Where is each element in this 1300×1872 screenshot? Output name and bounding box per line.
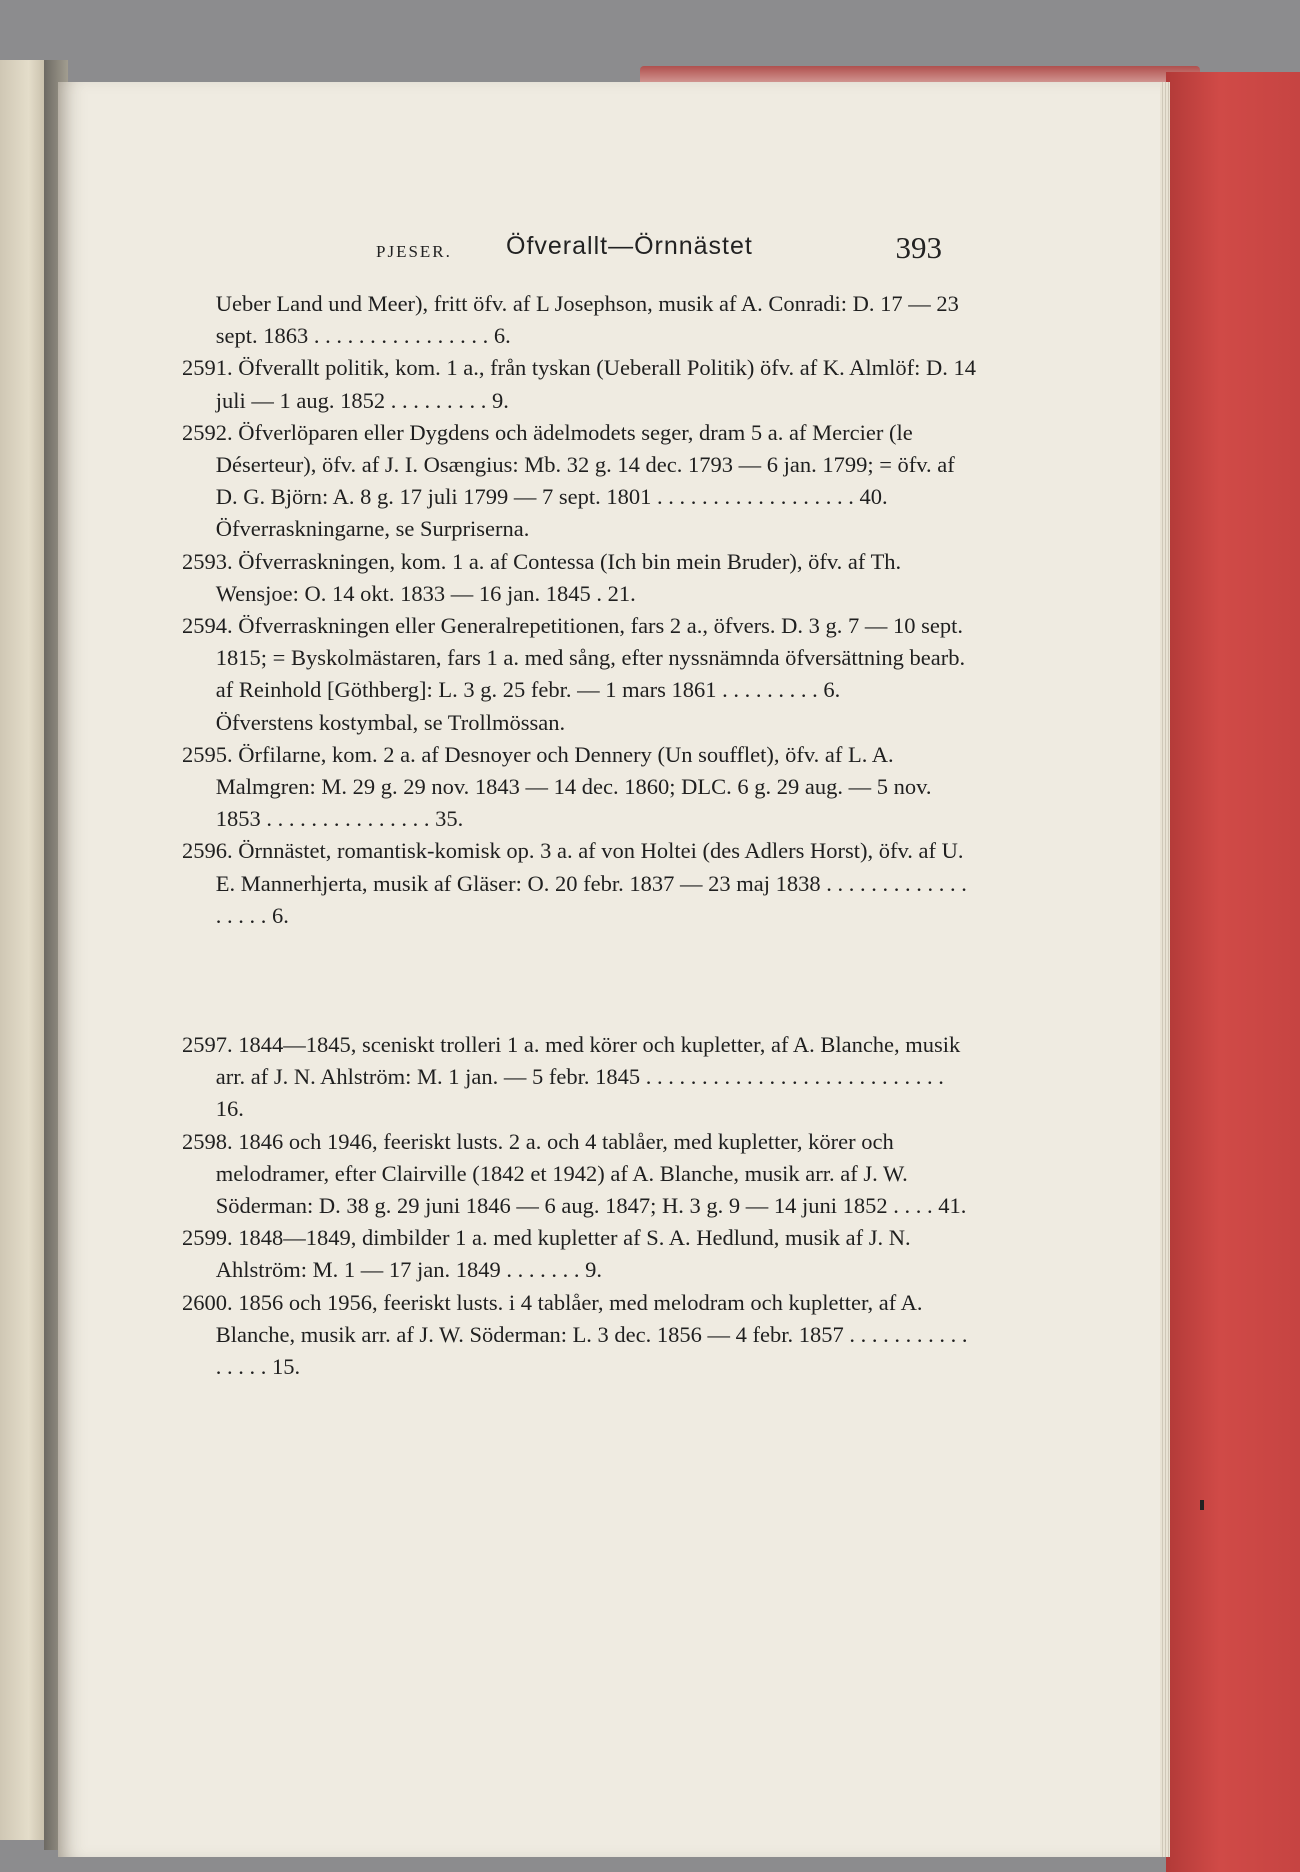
entry-2597: 2597. 1844—1845, sceniskt trolleri 1 a. med körer och kupletter, af A. Blanche, musik arr. af J. N. Ahlström: M. 1 jan. — 5 febr. 1845 . . . . . . . . . . . . . . . . . . . . . . . . . . . 16. (182, 1032, 961, 1122)
entry-2599: 2599. 1848—1849, dimbilder 1 a. med kupletter af S. A. Hedlund, musik af J. N. Ahlström: M. 1 — 17 jan. 1849 . . . . . . . 9. (182, 1225, 911, 1283)
entry-2600: 2600. 1856 och 1956, feeriskt lusts. i 4 tablåer, med melodram och kupletter, af A. Blanche, musik arr. af J. W. Söderman: L. 3 dec. 1856 — 4 febr. 1857 . . . . . . . . . . . . . . . . 15. (182, 1289, 968, 1380)
section-label: PJESER. (376, 242, 452, 261)
entry-2594: 2594. Öfverraskningen eller Generalrepetitionen, fars 2 a., öfvers. D. 3 g. 7 — 10 sept. 1815; = Byskolmästaren, fars 1 a. med sång, efter nyssnämnda öfversättning bearb. af Reinhold [Göthberg]: L. 3 g. 25 febr. — 1 mars 1861 . . . . . . . . . 6. (182, 613, 966, 703)
entry-2596: 2596. Örnnästet, romantisk-komisk op. 3 a. af von Holtei (des Adlers Horst), öfv. af U. E. Mannerhjerta, musik af Gläser: O. 20 febr. 1837 — 23 maj 1838 . . . . . . . . . . . . . . . . . . 6. (182, 838, 967, 928)
entry-2598: 2598. 1846 och 1946, feeriskt lusts. 2 a. och 4 tablåer, med kupletter, körer och melodramer, efter Clairville (1842 et 1942) af A. Blanche, musik arr. af J. W. Söderman: D. 38 g. 29 juni 1846 — 6 aug. 1847; H. 3 g. 9 — 14 juni 1852 . . . . 41. (182, 1128, 967, 1219)
entry-2592: 2592. Öfverlöparen eller Dygdens och ädelmodets seger, dram 5 a. af Mercier (le Déserteur), öfv. af J. I. Osængius: Mb. 32 g. 14 dec. 1793 — 6 jan. 1799; = öfv. af D. G. Björn: A. 8 g. 17 juli 1799 — 7 sept. 1801 . . . . . . . . . . . . . . . . . . 40. (182, 419, 955, 510)
cross-reference: Öfverstens kostymbal, se Trollmössan. (215, 709, 566, 735)
facing-page-text-fragments (2, 320, 46, 356)
section-gap (182, 932, 976, 1029)
page-number: 393 (895, 230, 942, 265)
cover-mark (1200, 1500, 1204, 1510)
book-cover-red (1166, 72, 1300, 1872)
running-header (176, 232, 978, 272)
entry-2593: 2593. Öfverraskningen, kom. 1 a. af Contessa (Ich bin mein Bruder), öfv. af Th. Wensjoe: O. 14 okt. 1833 — 16 jan. 1845 . 21. (182, 548, 902, 606)
cross-reference: Öfverraskningarne, se Surpriserna. (215, 516, 530, 542)
page-title: Öfverallt—Örnnästet (506, 232, 753, 260)
entry-2595: 2595. Örfilarne, kom. 2 a. af Desnoyer och Dennery (Un soufflet), öfv. af L. A. Malmgren: M. 29 g. 29 nov. 1843 — 14 dec. 1860; DLC. 6 g. 29 aug. — 5 nov. 1853 . . . . . . . . . . . . . . . 35. (182, 741, 932, 832)
catalog-text (182, 288, 976, 1383)
entry-2591: 2591. Öfverallt politik, kom. 1 a., från tyskan (Ueberall Politik) öfv. af K. Almlöf: D. 14 juli — 1 aug. 1852 . . . . . . . . . 9. (182, 355, 977, 413)
entry-continuation: Ueber Land und Meer), fritt öfv. af L Josephson, musik af A. Conradi: D. 17 — 23 sept. 1863 . . . . . . . . . . . . . . . . 6. (215, 291, 959, 349)
page-stack-edge (1160, 82, 1170, 1857)
